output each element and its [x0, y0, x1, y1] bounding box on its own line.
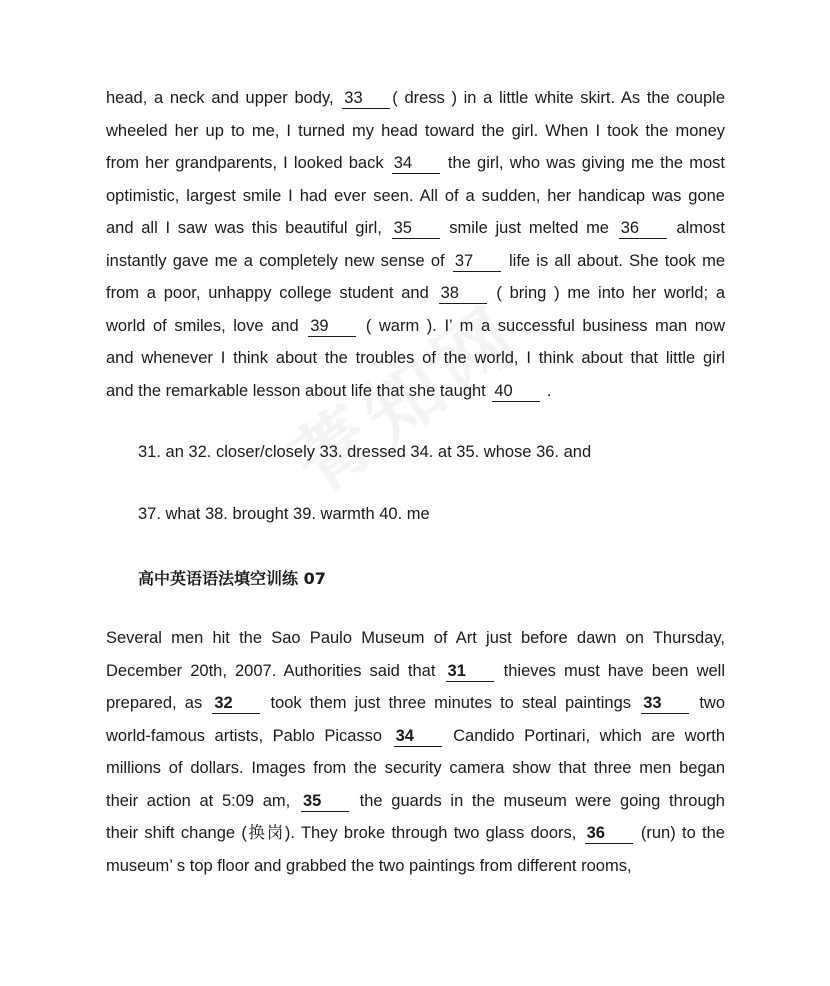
exercise-heading: 高中英语语法填空训练 07 [138, 569, 326, 588]
text-line [106, 115, 725, 148]
text-segment: took them just three minutes to steal paintings [262, 694, 640, 712]
answer-key-line-2: 37. what 38. brought 39. warmth 40. me [138, 505, 430, 523]
blank-number: 33 [641, 693, 689, 714]
answer-key-line-1: 31. an 32. closer/closely 33. dressed 34. at 35. whose 36. and [138, 443, 592, 461]
text-segment: prepared, as [106, 694, 211, 712]
blank-number: 40 [492, 381, 540, 402]
blank-number: 31 [446, 661, 494, 682]
blank-number: 32 [212, 693, 260, 714]
passage-2 [106, 622, 725, 882]
text-segment: December 20th, 2007. Authorities said that [106, 661, 444, 680]
text-line [106, 310, 725, 343]
text-segment: head, a neck and upper body, [106, 89, 341, 107]
text-segment: . [542, 381, 552, 400]
text-segment: thieves must have been well [495, 661, 725, 680]
blank-number: 39 [308, 316, 356, 337]
text-line [106, 752, 725, 785]
text-segment: Several men hit the Sao Paulo Museum of Art just before dawn on Thursday, [106, 629, 725, 647]
text-segment: world-famous artists, Pablo Picasso [106, 726, 392, 745]
text-line [106, 245, 725, 278]
text-segment: and the remarkable lesson about life that she taught [106, 381, 491, 400]
text-line [106, 850, 725, 883]
blank-number: 36 [585, 823, 633, 844]
text-line [106, 655, 725, 688]
text-segment: instantly gave me a completely new sense of [106, 251, 451, 270]
text-segment: almost [668, 219, 726, 237]
text-segment: ( bring ) me into her world; a [488, 284, 726, 302]
text-segment: from a poor, unhappy college student and [106, 284, 437, 302]
blank-number: 36 [619, 218, 667, 239]
text-segment: the guards in the museum were going through [350, 791, 725, 810]
passage-1 [106, 82, 725, 407]
blank-number: 34 [392, 153, 440, 174]
text-line [106, 212, 725, 245]
text-segment: and whenever I think about the troubles of the world, I think about that little girl [106, 349, 725, 367]
text-segment: optimistic, largest smile I had ever seen. All of a sudden, her handicap was gone [106, 186, 725, 205]
text-segment: wheeled her up to me, I turned my head toward the girl. When I took the money [106, 121, 725, 140]
text-segment: smile just melted me [441, 219, 617, 237]
text-segment: museum’ s top floor and grabbed the two paintings from different rooms, [106, 856, 632, 875]
text-segment: and all I saw was this beautiful girl, [106, 219, 390, 237]
text-segment: ( warm ). I’ m a successful business man now [358, 316, 726, 335]
text-line [106, 622, 725, 655]
text-line [106, 180, 725, 213]
text-segment: two [691, 694, 726, 712]
text-segment: from her grandparents, I looked back [106, 154, 390, 172]
text-segment: their shift change (换岗). They broke through two glass doors, [106, 824, 583, 842]
text-line [106, 82, 725, 115]
text-line [106, 147, 725, 180]
blank-number: 34 [394, 726, 442, 747]
blank-number: 38 [439, 283, 487, 304]
text-line [106, 277, 725, 310]
text-line [106, 785, 725, 818]
text-segment: ( dress ) in a little white skirt. As the couple [392, 89, 725, 107]
text-segment: the girl, who was giving me the most [441, 154, 725, 172]
text-segment: world of smiles, love and [106, 316, 307, 335]
text-line [106, 720, 725, 753]
text-segment: millions of dollars. Images from the security camera show that three men began [106, 759, 725, 777]
text-segment: life is all about. She took me [502, 251, 725, 270]
text-segment: their action at 5:09 am, [106, 791, 299, 810]
text-line [106, 687, 725, 720]
blank-number: 35 [301, 791, 349, 812]
text-segment: Candido Portinari, which are worth [443, 726, 725, 745]
text-line [106, 375, 725, 408]
blank-number: 33 [342, 88, 390, 109]
blank-number: 37 [453, 251, 501, 272]
text-line [106, 342, 725, 375]
blank-number: 35 [392, 218, 440, 239]
text-segment: (run) to the [634, 824, 725, 842]
text-line [106, 817, 725, 850]
